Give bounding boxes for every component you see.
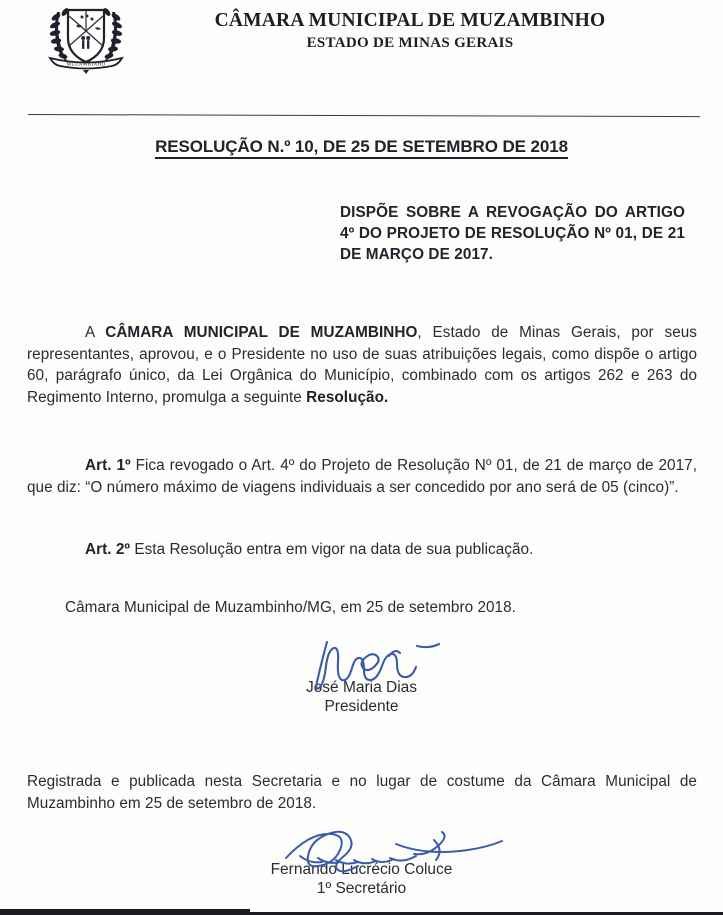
header-divider — [28, 114, 700, 117]
registration-block — [27, 771, 697, 814]
header-titles — [160, 10, 660, 52]
article-1-text: Fica revogado o Art. 4º do Projeto de Resolução Nº 01, de 21 de março de 2017, que diz: “O número máximo de viagens individuais a ser concedido por ano será de 05 (cinco)”. — [27, 457, 697, 496]
article-1-label: Art. 1º — [85, 457, 131, 474]
article-2-text: Esta Resolução entra em vigor na data de sua publicação. — [130, 541, 534, 558]
preamble-lead: A — [85, 324, 106, 341]
coat-of-arms-icon — [38, 2, 134, 74]
article-1-paragraph — [27, 455, 697, 498]
article-1-block — [27, 455, 697, 498]
place-date-block — [27, 597, 697, 619]
preamble-entity: CÂMARA MUNICIPAL DE MUZAMBINHO — [105, 324, 418, 341]
signature-name-president: José Maria Dias — [305, 679, 418, 696]
preamble-block — [27, 322, 697, 408]
preamble-paragraph — [27, 322, 697, 408]
preamble-closing: Resolução. — [306, 388, 389, 406]
signature-name-secretary: Fernando Lucrécio Coluce — [270, 861, 453, 878]
article-2-paragraph — [27, 539, 697, 561]
article-2-block — [27, 539, 697, 561]
document-title — [0, 137, 723, 157]
svg-text:MUZAMBINHO: MUZAMBINHO — [66, 62, 106, 68]
preamble-text: , Estado de Minas Gerais, por seus representantes, aprovou, e o Presidente no uso de suas atribuições legais, como dispõe o artigo 60, parágrafo único, da Lei Orgânica do Município, combinado com os artigos 262 e 263 do Regimento Interno, promulga a seguinte — [27, 324, 698, 406]
document-header — [0, 0, 723, 105]
signature-block-president — [0, 636, 723, 716]
organization-name: CÂMARA MUNICIPAL DE MUZAMBINHO — [214, 10, 606, 31]
signature-role-president: Presidente — [324, 698, 399, 715]
article-2-label: Art. 2º — [85, 541, 131, 558]
place-date-text: Câmara Municipal de Muzambinho/MG, em 25 de setembro 2018. — [65, 599, 516, 616]
signature-block-secretary — [0, 826, 723, 898]
scan-bottom-edge-left — [0, 909, 250, 915]
organization-state: ESTADO DE MINAS GERAIS — [306, 35, 514, 51]
signature-role-secretary: 1º Secretário — [316, 880, 407, 897]
ementa-summary: DISPÕE SOBRE A REVOGAÇÃO DO ARTIGO 4º DO PROJETO DE RESOLUÇÃO Nº 01, DE 21 DE MARÇO DE 2017. — [340, 204, 685, 263]
document-title-text: RESOLUÇÃO N.º 10, DE 25 DE SETEMBRO DE 2018 — [155, 137, 568, 159]
registration-text: Registrada e publicada nesta Secretaria e no lugar de costume da Câmara Municipal de Muzambinho em 25 de setembro de 2018. — [27, 773, 697, 812]
